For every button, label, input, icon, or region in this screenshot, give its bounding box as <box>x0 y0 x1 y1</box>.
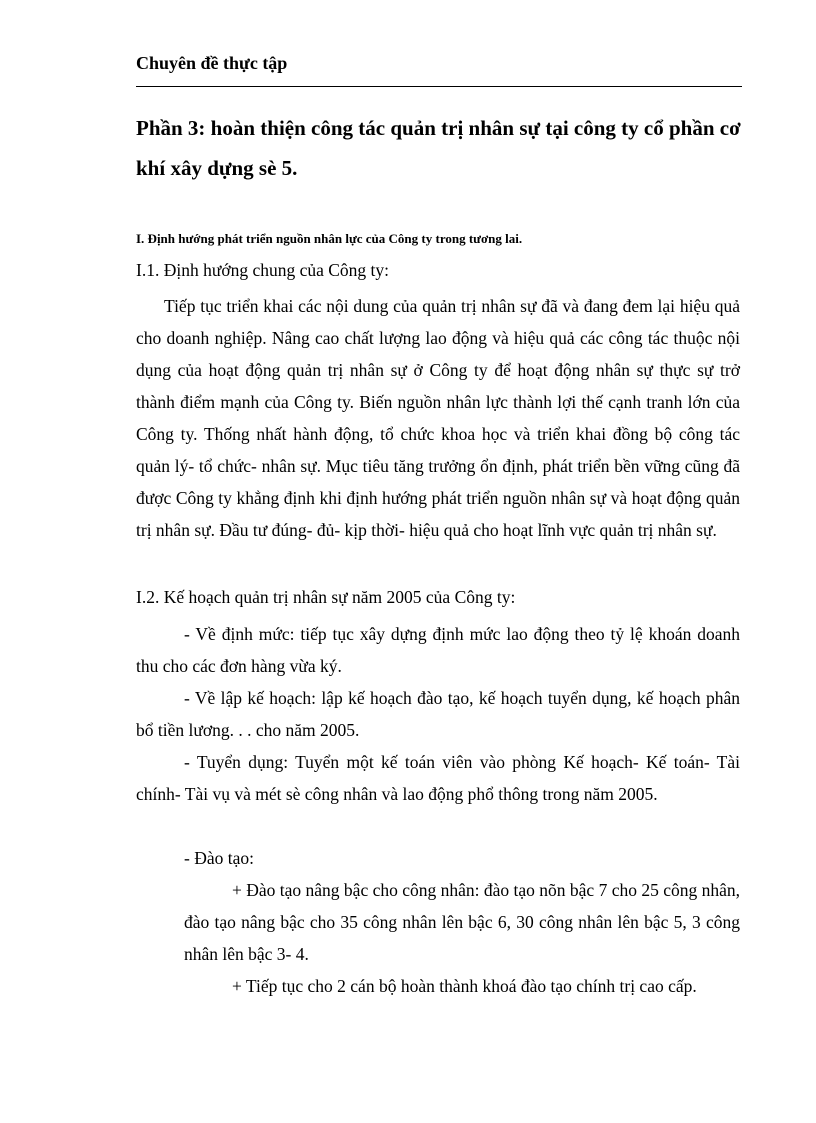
subsection-heading-general: I.1. Định hướng chung của Công ty: <box>136 260 390 280</box>
plan-item-norm: - Về định mức: tiếp tục xây dựng định mức lao động theo tỷ lệ khoán doanh thu cho các đơn hàng vừa ký. <box>136 624 740 676</box>
plan-item-training: - Đào tạo: <box>184 848 254 868</box>
running-header: Chuyên đề thực tập <box>136 53 288 73</box>
training-item-political: + Tiếp tục cho 2 cán bộ hoàn thành khoá đào tạo chính trị cao cấp. <box>232 976 697 996</box>
training-item-upgrade: + Đào tạo nâng bậc cho công nhân: đào tạo nõn bậc 7 cho 25 công nhân, đào tạo nâng bậc cho 35 công nhân lên bậc 6, 30 công nhân lên bậc 5, 3 công nhân lên bậc 3- 4. <box>184 880 740 964</box>
part-title: Phần 3: hoàn thiện công tác quản trị nhân sự tại công ty cổ phần cơ khí xây dựng sè 5. <box>136 116 741 180</box>
header-rule <box>136 86 742 87</box>
plan-item-planning: - Về lập kế hoạch: lập kế hoạch đào tạo, kế hoạch tuyển dụng, kế hoạch phân bổ tiền lương. . . cho năm 2005. <box>136 688 740 740</box>
section-heading: I. Định hướng phát triển nguồn nhân lực của Công ty trong tương lai. <box>136 231 523 246</box>
subsection-heading-plan: I.2. Kế hoạch quản trị nhân sự năm 2005 của Công ty: <box>136 587 516 607</box>
general-orientation-paragraph: Tiếp tục triển khai các nội dung của quản trị nhân sự đã và đang đem lại hiệu quả cho doanh nghiệp. Nâng cao chất lượng lao động và hiệu quả các công tác thuộc nội dụng của hoạt động quản trị nhân sự ở Công ty để hoạt động nhân sự thực sự trở thành điểm mạnh của Công ty. Biến nguồn nhân lực thành lợi thế cạnh tranh lớn của Công ty. Thống nhất hành động, tổ chức khoa học và triển khai đồng bộ công tác quản lý- tổ chức- nhân sự. Mục tiêu tăng trưởng ổn định, phát triển bền vững cũng đã được Công ty khẳng định khi định hướng phát triển nguồn nhân sự và hoạt động quản trị nhân sự. Đầu tư đúng- đủ- kịp thời- hiệu quả cho hoạt lĩnh vực quản trị nhân sự. <box>136 296 740 540</box>
plan-item-recruitment: - Tuyển dụng: Tuyển một kế toán viên vào phòng Kế hoạch- Kế toán- Tài chính- Tài vụ và mét sè công nhân và lao động phổ thông trong năm 2005. <box>136 752 740 804</box>
